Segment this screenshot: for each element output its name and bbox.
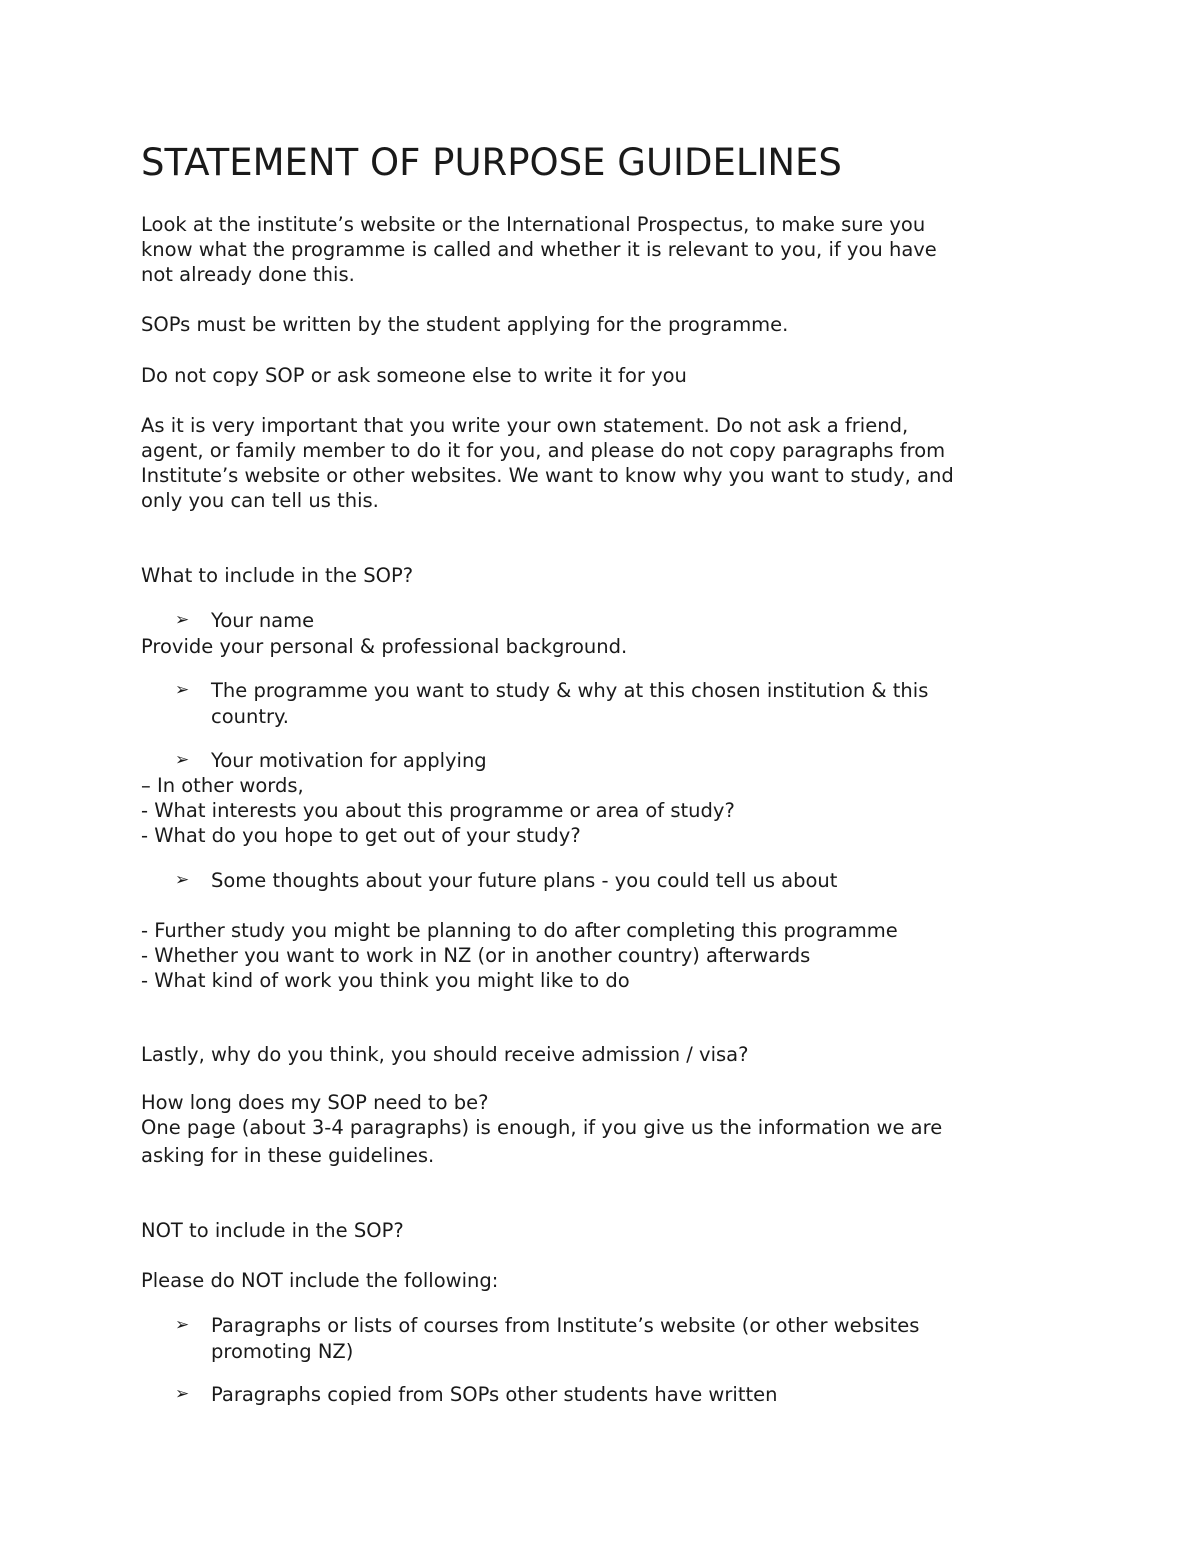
bullet-motivation bbox=[175, 748, 487, 774]
bullet-text: Some thoughts about your future plans - you could tell us about bbox=[211, 869, 838, 892]
arrow-bullet-icon: ➢ bbox=[175, 870, 190, 890]
future-line-1: - Further study you might be planning to do after completing this programme bbox=[141, 919, 898, 942]
length-question: How long does my SOP need to be? bbox=[141, 1091, 489, 1114]
important-line-1: As it is very important that you write your own statement. Do not ask a friend, bbox=[141, 414, 909, 437]
length-answer-line-1: One page (about 3-4 paragraphs) is enough, if you give us the information we are bbox=[141, 1116, 943, 1139]
future-line-2: - Whether you want to work in NZ (or in another country) afterwards bbox=[141, 944, 811, 967]
intro-line-1: Look at the institute’s website or the International Prospectus, to make sure you bbox=[141, 213, 926, 236]
length-answer-line-2: asking for in these guidelines. bbox=[141, 1144, 435, 1167]
bullet-copied-sops bbox=[175, 1382, 777, 1408]
bullet-programme bbox=[175, 678, 928, 729]
motivation-line-1: – In other words, bbox=[141, 774, 304, 797]
bullet-text: Paragraphs or lists of courses from Institute’s website (or other websites promoting NZ) bbox=[211, 1314, 920, 1363]
important-line-4: only you can tell us this. bbox=[141, 489, 379, 512]
intro-line-3: not already done this. bbox=[141, 263, 355, 286]
intro-line-2: know what the programme is called and whether it is relevant to you, if you have bbox=[141, 238, 937, 261]
do-not-copy-paragraph: Do not copy SOP or ask someone else to write it for you bbox=[141, 364, 687, 387]
not-include-intro: Please do NOT include the following: bbox=[141, 1269, 499, 1292]
bullet-your-name bbox=[175, 608, 314, 634]
arrow-bullet-icon: ➢ bbox=[175, 1315, 190, 1335]
motivation-line-2: - What interests you about this programme or area of study? bbox=[141, 799, 735, 822]
arrow-bullet-icon: ➢ bbox=[175, 610, 190, 630]
must-write-paragraph: SOPs must be written by the student applying for the programme. bbox=[141, 313, 789, 336]
not-include-heading: NOT to include in the SOP? bbox=[141, 1219, 404, 1242]
bullet-text: The programme you want to study & why at this chosen institution & this country. bbox=[211, 679, 929, 728]
important-line-2: agent, or family member to do it for you, and please do not copy paragraphs from bbox=[141, 439, 946, 462]
important-line-3: Institute’s website or other websites. We want to know why you want to study, and bbox=[141, 464, 954, 487]
bullet-future-plans bbox=[175, 868, 837, 894]
include-heading: What to include in the SOP? bbox=[141, 564, 414, 587]
lastly-paragraph: Lastly, why do you think, you should receive admission / visa? bbox=[141, 1043, 749, 1066]
bullet-text: Your motivation for applying bbox=[211, 749, 487, 772]
bullet-text: Paragraphs copied from SOPs other students have written bbox=[211, 1383, 778, 1406]
motivation-line-3: - What do you hope to get out of your study? bbox=[141, 824, 581, 847]
page-title: STATEMENT OF PURPOSE GUIDELINES bbox=[141, 141, 842, 184]
future-line-3: - What kind of work you think you might like to do bbox=[141, 969, 630, 992]
arrow-bullet-icon: ➢ bbox=[175, 1384, 190, 1404]
bullet-course-lists bbox=[175, 1313, 919, 1364]
background-line: Provide your personal & professional background. bbox=[141, 635, 628, 658]
bullet-text: Your name bbox=[211, 609, 315, 632]
arrow-bullet-icon: ➢ bbox=[175, 680, 190, 700]
arrow-bullet-icon: ➢ bbox=[175, 750, 190, 770]
